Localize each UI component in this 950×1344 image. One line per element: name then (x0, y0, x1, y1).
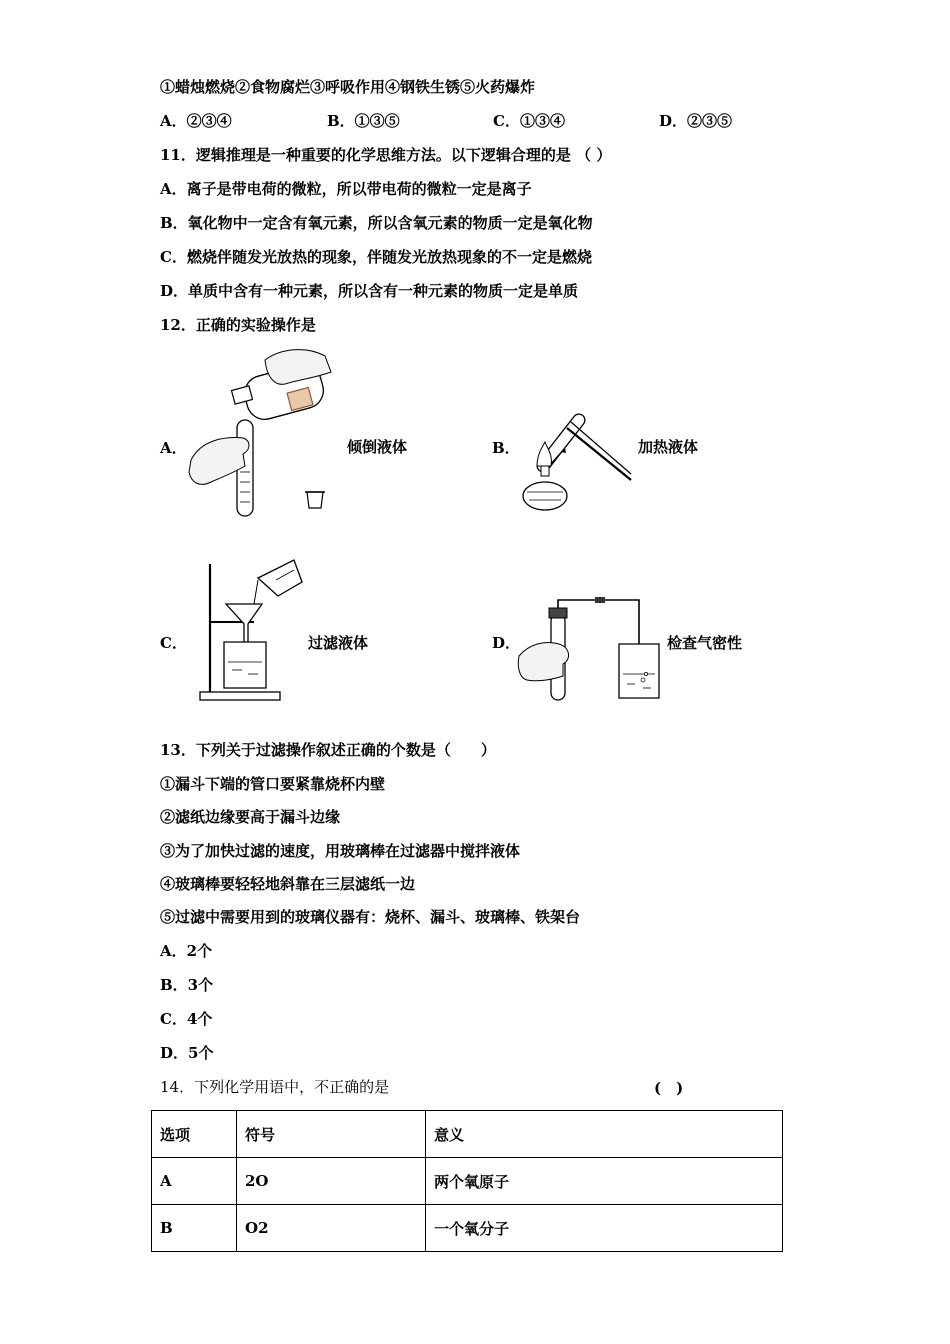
q11-option-a: A．离子是带电荷的微粒，所以带电荷的微粒一定是离子 (160, 180, 532, 198)
heating-liquid-figure (515, 398, 635, 518)
q12-figure-c-letter: C． (160, 634, 187, 652)
q10-option-c: C．①③④ (493, 112, 565, 130)
q12-figure-a-caption: 倾倒液体 (347, 438, 408, 456)
q12-figure-d-caption: 检查气密性 (667, 634, 743, 652)
q13-option-d: D．5个 (160, 1044, 214, 1062)
q12-figure-b-caption: 加热液体 (638, 438, 699, 456)
q10-option-a: A．②③④ (160, 112, 232, 130)
q10-option-b: B．①③⑤ (327, 112, 400, 130)
table-cell: 两个氧原子 (426, 1158, 783, 1205)
header-meaning: 意义 (426, 1111, 783, 1158)
q13-item-4: ④玻璃棒要轻轻地斜靠在三层滤纸一边 (160, 875, 416, 893)
q11-option-c: C．燃烧伴随发光放热的现象，伴随发光放热现象的不一定是燃烧 (160, 248, 592, 266)
q13-item-1: ①漏斗下端的管口要紧靠烧杯内壁 (160, 775, 386, 793)
q13-item-2: ②滤纸边缘要高于漏斗边缘 (160, 808, 341, 826)
q14-table (151, 1110, 783, 1252)
airtightness-check-figure (515, 594, 665, 704)
header-option: 选项 (152, 1111, 237, 1158)
q13-item-5: ⑤过滤中需要用到的玻璃仪器有：烧杯、漏斗、玻璃棒、铁架台 (160, 908, 581, 926)
q11-option-b: B．氧化物中一定含有氧元素，所以含氧元素的物质一定是氧化物 (160, 214, 593, 232)
q13-item-3: ③为了加快过滤的速度，用玻璃棒在过滤器中搅拌液体 (160, 842, 521, 860)
table-header-row (152, 1111, 783, 1158)
q12-stem: 12．正确的实验操作是 (160, 316, 316, 334)
q11-option-d: D．单质中含有一种元素，所以含有一种元素的物质一定是单质 (160, 282, 579, 300)
q14-stem: 14．下列化学用语中，不正确的是 (160, 1078, 390, 1096)
q13-option-c: C．4个 (160, 1010, 213, 1028)
pouring-liquid-figure (185, 342, 335, 522)
q13-option-b: B．3个 (160, 976, 214, 994)
header-symbol: 符号 (237, 1111, 426, 1158)
table-row (152, 1205, 783, 1252)
q10-option-d: D．②③⑤ (659, 112, 733, 130)
q13-stem: 13．下列关于过滤操作叙述正确的个数是（ ） (160, 741, 496, 759)
table-row (152, 1158, 783, 1205)
q11-stem: 11．逻辑推理是一种重要的化学思维方法。以下逻辑合理的是 （ ） (160, 146, 612, 164)
q12-figure-a-letter: A． (160, 439, 187, 457)
table-cell: O2 (237, 1205, 426, 1252)
q13-option-a: A．2个 (160, 942, 213, 960)
q10-items: ①蜡烛燃烧②食物腐烂③呼吸作用④钢铁生锈⑤火药爆炸 (160, 78, 536, 96)
q14-answer-bracket: ( ) (654, 1079, 684, 1097)
table-cell: 2O (237, 1158, 426, 1205)
q12-figure-c-caption: 过滤液体 (308, 634, 369, 652)
table-cell: B (152, 1205, 237, 1252)
q12-figure-d-letter: D． (492, 634, 521, 652)
table-cell: 一个氧分子 (426, 1205, 783, 1252)
filtration-figure (198, 556, 308, 704)
table-cell: A (152, 1158, 237, 1205)
q12-figure-b-letter: B． (492, 439, 520, 457)
